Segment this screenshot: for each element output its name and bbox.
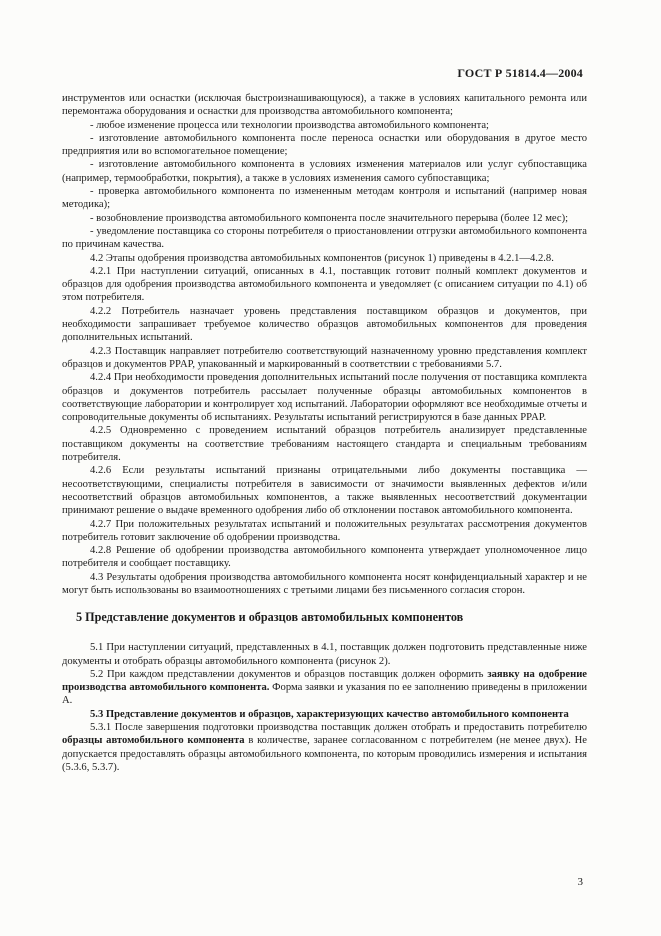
section-5-heading: 5 Представление документов и образцов автомобильных компонентов [76, 610, 464, 625]
paragraph-continuation: инструментов или оснастки (исключая быстроизнашивающуюся), а также в условиях капитального ремонта или перемонтажа оборудования и оснастки для производства автомобильного компонента; [62, 93, 587, 118]
clause-5-3-title: 5.3 Представление документов и образцов, характеризующих качество автомобильного компонента [90, 708, 569, 720]
list-item: - изготовление автомобильного компонента в условиях изменения материалов или услуг субпоставщика (например, термообработки, покрытия), а также в условиях изменения самого субпоставщика; [62, 159, 587, 184]
clause-5-1: 5.1 При наступлении ситуаций, представленных в 4.1, поставщик должен подготовить представленные ниже документы и отобрать образцы автомобильного компонента (рисунок 2). [62, 642, 587, 667]
clause-5-2-emphasis: заявку на одобрение производства автомобильного компонента. [62, 668, 588, 694]
clause-4-2-1: 4.2.1 При наступлении ситуаций, описанных в 4.1, поставщик готовит полный комплект документов и образцов для одобрения производства автомобильного компонента и уведомляет (с описанием ситуации по 4.1) об этом потребителя. [62, 265, 587, 304]
clause-5-3-1-text-end: в количестве, заранее согласованном с потребителем (не менее двух). Не допускается предоставлять образцы автомобильного компонента, по которым проводились измерения и испытания (5.3.6, 5.3.7). [62, 735, 587, 773]
clause-4-2-7: 4.2.7 При положительных результатах испытаний и положительных результатах рассмотрения документов потребитель готовит заключение об одобрении производства. [62, 518, 587, 543]
list-item: - изготовление автомобильного компонента после переноса оснастки или оборудования в другое место предприятия или во вспомогательное помещение; [62, 132, 587, 158]
clause-5-2-text: 5.2 При каждом представлении документов и образцов поставщик должен оформить [90, 668, 488, 680]
clause-4-2-2: 4.2.2 Потребитель назначает уровень представления поставщиком образцов и документов, при необходимости запрашивает требуемое количество образцов автомобильных компонентов для проведения дополнительных испытаний. [62, 305, 587, 344]
clause-4-2: 4.2 Этапы одобрения производства автомобильных компонентов (рисунок 1) приведены в 4.2.1—4.2.8. [90, 252, 554, 264]
document-body [62, 92, 587, 774]
clause-4-2-5: 4.2.5 Одновременно с проведением испытаний образцов потребитель анализирует представленные поставщиком документы на соответствие требованиям настоящего стандарта и специальным требованиям потребителя. [62, 425, 587, 464]
clause-5-3-1-text: 5.3.1 После завершения подготовки производства поставщик должен отобрать и предоставить потребителю [90, 722, 587, 734]
standard-number-header: ГОСТ Р 51814.4—2004 [457, 66, 583, 80]
page-number: 3 [577, 876, 583, 888]
clause-4-2-6: 4.2.6 Если результаты испытаний признаны отрицательными либо документы поставщика — несоответствующими, специалисты потребителя в зависимости от значимости выявленных дефектов и/или несоответствий образцов автомобильных компонентов, а также выявленных несоответствий документации принимают решение о выдаче временного одобрения либо об отклонении поставок автомобильного компонента. [62, 465, 587, 517]
list-item: - возобновление производства автомобильного компонента после значительного перерыва (более 12 мес); [90, 212, 569, 224]
list-item: - проверка автомобильного компонента по измененным методам контроля и испытаний (например новая методика); [62, 186, 587, 211]
clause-5-3-heading [62, 708, 587, 721]
clause-5-3-1 [62, 721, 587, 774]
list-item: - любое изменение процесса или технологии производства автомобильного компонента; [90, 119, 489, 131]
clause-5-3-1-emphasis: образцы автомобильного компонента [62, 735, 245, 747]
clause-5-2-text-end: Форма заявки и указания по ее заполнению приведены в приложении А. [62, 682, 587, 707]
clause-4-2-8: 4.2.8 Решение об одобрении производства автомобильного компонента утверждает уполномоченное лицо потребителя и сообщает поставщику. [62, 545, 587, 570]
list-item: - уведомление поставщика со стороны потребителя о приостановлении отгрузки автомобильного компонента по причинам качества. [62, 225, 587, 251]
clause-5-2 [62, 668, 587, 708]
clause-4-2-3: 4.2.3 Поставщик направляет потребителю соответствующий назначенному уровню представления комплект образцов и документов PPAP, упакованный и маркированный в соответствии с требованиями 5.7. [62, 345, 587, 370]
clause-4-3: 4.3 Результаты одобрения производства автомобильного компонента носят конфиденциальный характер и не могут быть использованы во взаимоотношениях с третьими лицами без письменного согласия сторон. [62, 571, 587, 596]
clause-4-2-4: 4.2.4 При необходимости проведения дополнительных испытаний после получения от поставщика комплекта образцов и документов потребитель рассылает полученные образцы автомобильных компонентов в соответствующие лаборатории и контролирует ход испытаний. Лаборатории оформляют все необходимые отчеты и сопроводительные документы об испытаниях. Результаты испытаний регистрируются в базе данных PPAP. [62, 372, 587, 424]
